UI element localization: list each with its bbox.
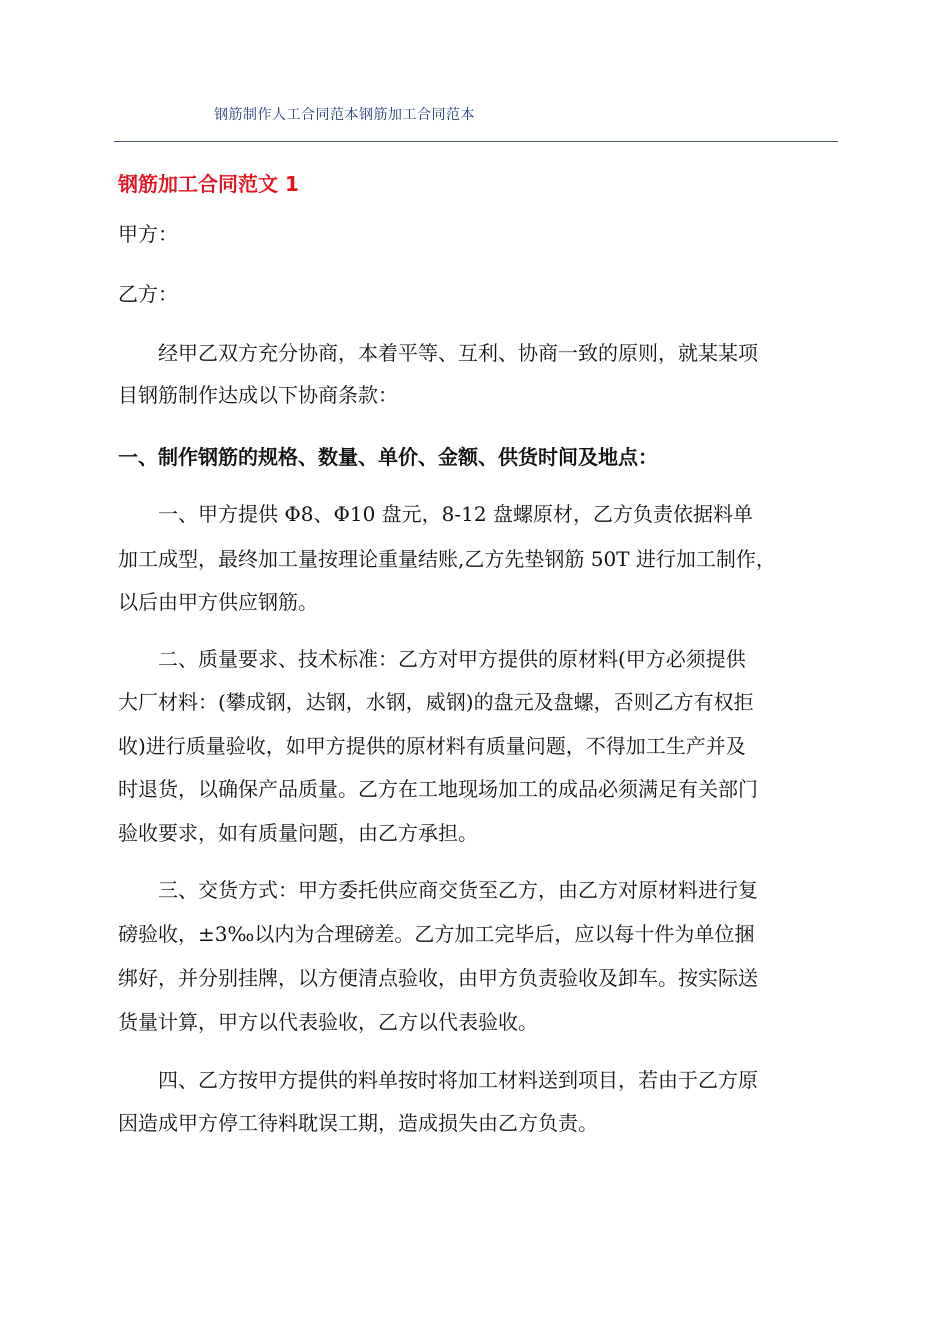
clause-2-line: 大厂材料：(攀成钢，达钢，水钢，威钢)的盘元及盘螺，否则乙方有权拒 xyxy=(118,690,754,714)
clause-4-line: 因造成甲方停工待料耽误工期，造成损失由乙方负责。 xyxy=(118,1111,598,1135)
party-b-label: 乙方： xyxy=(118,282,178,306)
party-a-label: 甲方： xyxy=(118,222,178,246)
clause-2-line: 验收要求，如有质量问题，由乙方承担。 xyxy=(118,821,478,845)
clause-3-line: 磅验收，±3‰以内为合理磅差。乙方加工完毕后，应以每十件为单位捆 xyxy=(118,922,755,946)
clause-2-line: 收)进行质量验收，如甲方提供的原材料有质量问题，不得加工生产并及 xyxy=(118,734,746,758)
clause-3-line: 货量计算，甲方以代表验收，乙方以代表验收。 xyxy=(118,1010,538,1034)
document-title: 钢筋加工合同范文 1 xyxy=(118,172,299,196)
section-heading: 一、制作钢筋的规格、数量、单价、金额、供货时间及地点： xyxy=(118,445,658,469)
clause-3-line: 三、交货方式：甲方委托供应商交货至乙方，由乙方对原材料进行复 xyxy=(118,878,758,902)
clause-1-line: 以后由甲方供应钢筋。 xyxy=(118,590,318,614)
intro-line: 经甲乙双方充分协商，本着平等、互利、协商一致的原则，就某某项 xyxy=(118,341,758,365)
intro-line: 目钢筋制作达成以下协商条款： xyxy=(118,383,398,407)
clause-3-line: 绑好，并分别挂牌，以方便清点验收，由甲方负责验收及卸车。按实际送 xyxy=(118,966,758,990)
clause-2-line: 二、质量要求、技术标准：乙方对甲方提供的原材料(甲方必须提供 xyxy=(118,647,746,671)
header-divider xyxy=(114,141,838,142)
clause-4-line: 四、乙方按甲方提供的料单按时将加工材料送到项目，若由于乙方原 xyxy=(118,1068,758,1092)
clause-1-line: 一、甲方提供 Φ8、Φ10 盘元，8-12 盘螺原材，乙方负责依据料单 xyxy=(118,502,753,526)
clause-1-line: 加工成型，最终加工量按理论重量结账,乙方先垫钢筋 50T 进行加工制作， xyxy=(118,547,776,571)
clause-2-line: 时退货，以确保产品质量。乙方在工地现场加工的成品必须满足有关部门 xyxy=(118,777,758,801)
running-header: 钢筋制作人工合同范本钢筋加工合同范本 xyxy=(214,107,475,123)
